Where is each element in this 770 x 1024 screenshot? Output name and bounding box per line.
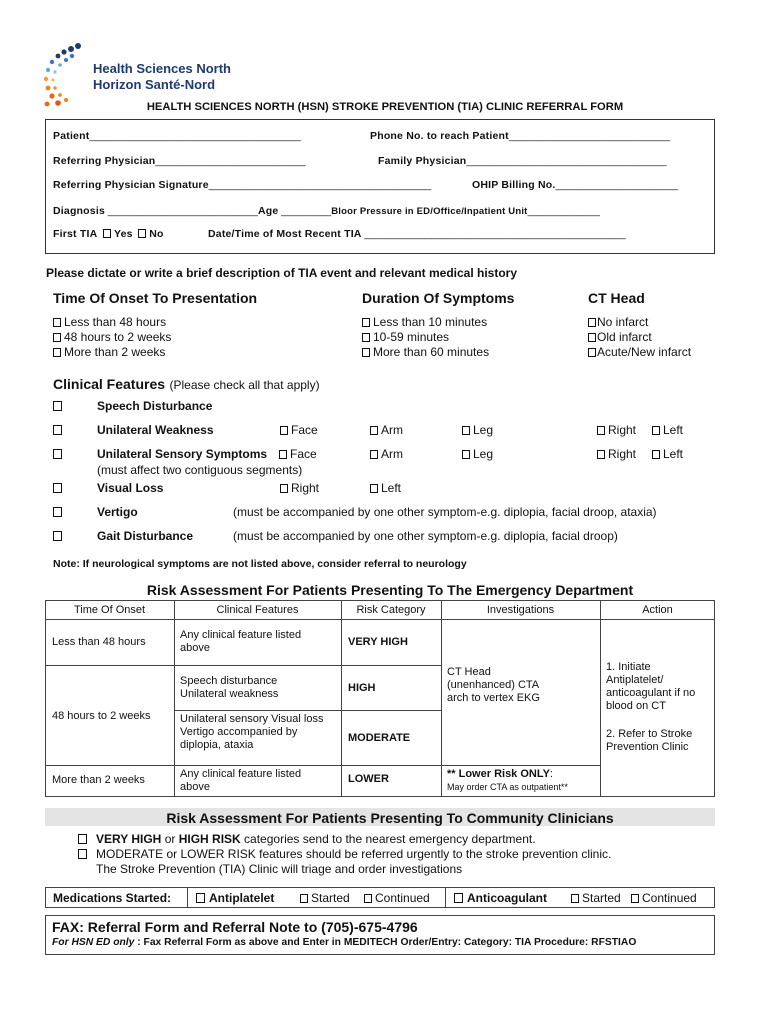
- table-rule: [45, 619, 715, 620]
- weakness-face[interactable]: Face: [280, 423, 318, 437]
- duration-option[interactable]: Less than 10 minutes: [362, 315, 489, 330]
- col-header-risk: Risk Category: [356, 604, 426, 616]
- sensory-arm[interactable]: Arm: [370, 447, 403, 461]
- col-header-investigations: Investigations: [486, 604, 555, 616]
- fax-note: For HSN ED only : Fax Referral Form as above and Enter in MEDITECH Order/Entry: Category: TIA Procedure: RFSTIAO: [52, 937, 637, 948]
- risk-high: HIGH: [348, 682, 376, 694]
- duration-title: Duration Of Symptoms: [362, 290, 515, 306]
- visual-right[interactable]: Right: [280, 481, 319, 495]
- form-title: HEALTH SCIENCES NORTH (HSN) STROKE PREVENTION (TIA) CLINIC REFERRAL FORM: [146, 101, 624, 113]
- age-line: _________: [278, 206, 332, 217]
- onset-options: [53, 315, 171, 360]
- col-header-onset: Time Of Onset: [73, 604, 146, 616]
- speech-label: Speech Disturbance: [97, 399, 213, 413]
- table-rule: [174, 600, 175, 797]
- feat-speech: Speech disturbance Unilateral weakness: [180, 675, 279, 700]
- weakness-leg[interactable]: Leg: [462, 423, 493, 437]
- anticoagulant-option[interactable]: Anticoagulant: [454, 891, 547, 905]
- clinical-features-title: Clinical Features: [53, 376, 166, 392]
- table-rule: [600, 600, 601, 797]
- onset-option[interactable]: More than 2 weeks: [53, 345, 171, 360]
- antiplatelet-started[interactable]: Started: [300, 891, 350, 905]
- ct-option[interactable]: Old infarct: [588, 330, 691, 345]
- referring-physician-line: ___________________________: [155, 156, 306, 167]
- investigations-text: CT Head (unenhanced) CTA arch to vertex EKG: [447, 666, 540, 704]
- table-rule: [45, 665, 441, 666]
- ohip-field[interactable]: [472, 179, 678, 191]
- logo-dots-icon: [42, 42, 86, 110]
- antiplatelet-option[interactable]: Antiplatelet: [196, 891, 274, 905]
- diagnosis-label: Diagnosis: [53, 205, 105, 217]
- vertigo-note: (must be accompanied by one other symptom-e.g. diplopia, facial droop, ataxia): [233, 505, 657, 519]
- visual-label: Visual Loss: [97, 481, 164, 495]
- phone-line: _____________________________: [508, 131, 671, 142]
- weakness-arm[interactable]: Arm: [370, 423, 403, 437]
- speech-checkbox[interactable]: [53, 401, 62, 411]
- diagnosis-line: ___________________________: [104, 206, 258, 217]
- community-bullet-1: VERY HIGH or HIGH RISK categories send to the nearest emergency department.: [96, 832, 536, 846]
- weakness-left[interactable]: Left: [652, 423, 683, 437]
- gait-label: Gait Disturbance: [97, 529, 194, 543]
- referring-physician-field[interactable]: [53, 155, 306, 167]
- ed-risk-title: Risk Assessment For Patients Presenting To The Emergency Department: [146, 582, 634, 598]
- patient-label: Patient: [53, 130, 90, 142]
- table-rule: [341, 600, 342, 797]
- logo-line1: Health Sciences North: [93, 61, 231, 76]
- col-header-features: Clinical Features: [216, 604, 299, 616]
- community-bullet-2-icon: [78, 849, 87, 859]
- patient-line: ______________________________________: [89, 131, 301, 142]
- anticoagulant-started[interactable]: Started: [571, 891, 621, 905]
- onset-less48: Less than 48 hours: [52, 636, 146, 648]
- family-physician-label: Family Physician: [378, 155, 467, 167]
- table-rule: [45, 765, 600, 766]
- anticoagulant-continued[interactable]: Continued: [631, 891, 697, 905]
- lower-risk-only: ** Lower Risk ONLY:: [447, 768, 553, 780]
- vertigo-label: Vertigo: [97, 505, 138, 519]
- referring-physician-label: Referring Physician: [53, 155, 156, 167]
- bp-label: Bloor Pressure in ED/Office/Inpatient Unit: [331, 206, 528, 217]
- diagnosis-field[interactable]: [53, 205, 600, 217]
- phone-field[interactable]: [370, 130, 670, 142]
- sensory-label: Unilateral Sensory Symptoms: [97, 447, 268, 461]
- col-header-action: Action: [642, 604, 673, 616]
- clinical-features-header: [53, 376, 320, 394]
- recent-tia-label: Date/Time of Most Recent TIA: [208, 228, 362, 240]
- medications-divider: [187, 887, 188, 908]
- sensory-face[interactable]: Face: [279, 447, 317, 461]
- first-tia-label: First TIA: [53, 228, 98, 240]
- feat-any1: Any clinical feature listed above: [180, 629, 302, 654]
- table-rule: [174, 710, 441, 711]
- signature-field[interactable]: [53, 179, 431, 191]
- weakness-right[interactable]: Right: [597, 423, 636, 437]
- first-tia-no-checkbox[interactable]: [138, 229, 146, 238]
- recent-tia-field[interactable]: [208, 228, 626, 240]
- first-tia-yes-label: Yes: [113, 228, 133, 240]
- onset-48to2w: 48 hours to 2 weeks: [52, 710, 151, 722]
- ohip-label: OHIP Billing No.: [472, 179, 556, 191]
- duration-options: [362, 315, 489, 360]
- recent-tia-line: _______________________________________________: [361, 229, 626, 240]
- gait-note: (must be accompanied by one other symptom-e.g. diplopia, facial droop): [233, 529, 618, 543]
- sensory-right[interactable]: Right: [597, 447, 636, 461]
- neuro-note: Note: If neurological symptoms are not listed above, consider referral to neurology: [53, 558, 467, 570]
- fax-title: FAX: Referral Form and Referral Note to (705)-675-4796: [52, 919, 418, 935]
- onset-title: Time Of Onset To Presentation: [53, 290, 258, 306]
- sensory-left[interactable]: Left: [652, 447, 683, 461]
- sensory-note: (must affect two contiguous segments): [97, 463, 303, 477]
- feat-sensory: Unilateral sensory Visual loss Vertigo accompanied by diplopia, ataxia: [180, 713, 324, 751]
- visual-checkbox[interactable]: [53, 483, 62, 493]
- vertigo-checkbox[interactable]: [53, 507, 62, 517]
- action-1: 1. Initiate Antiplatelet/ anticoagulant if no blood on CT: [606, 661, 696, 712]
- ohip-line: ______________________: [555, 180, 678, 191]
- first-tia-yes-checkbox[interactable]: [103, 229, 111, 238]
- community-bullet-2: MODERATE or LOWER RISK features should be referred urgently to the stroke prevention clinic.: [96, 847, 612, 861]
- ct-option[interactable]: Acute/New infarct: [588, 345, 691, 360]
- patient-field[interactable]: [53, 130, 301, 142]
- signature-line: ________________________________________: [208, 180, 432, 191]
- lower-risk-note: May order CTA as outpatient**: [447, 782, 568, 792]
- onset-option[interactable]: Less than 48 hours: [53, 315, 171, 330]
- weakness-label: Unilateral Weakness: [97, 423, 214, 437]
- feat-any2: Any clinical feature listed above: [180, 768, 302, 793]
- family-physician-line: ____________________________________: [466, 156, 667, 167]
- onset-option[interactable]: 48 hours to 2 weeks: [53, 330, 171, 345]
- community-bullet-1-icon: [78, 834, 87, 844]
- medications-label: Medications Started:: [53, 891, 172, 905]
- signature-label: Referring Physician Signature: [53, 179, 209, 191]
- risk-moderate: MODERATE: [348, 732, 411, 744]
- visual-left[interactable]: Left: [370, 481, 401, 495]
- first-tia-field: [53, 228, 164, 240]
- action-2: 2. Refer to Stroke Prevention Clinic: [606, 728, 693, 753]
- risk-lower: LOWER: [348, 773, 389, 785]
- onset-more2w: More than 2 weeks: [52, 774, 145, 786]
- dictate-prompt: Please dictate or write a brief description of TIA event and relevant medical history: [46, 266, 518, 280]
- community-title: Risk Assessment For Patients Presenting To Community Clinicians: [166, 810, 614, 826]
- ct-head-title: CT Head: [588, 290, 645, 306]
- risk-very-high: VERY HIGH: [348, 636, 408, 648]
- phone-label: Phone No. to reach Patient: [370, 130, 509, 142]
- family-physician-field[interactable]: [378, 155, 667, 167]
- duration-option[interactable]: 10-59 minutes: [362, 330, 489, 345]
- ct-head-options: [588, 315, 691, 360]
- sensory-checkbox[interactable]: [53, 449, 62, 459]
- bp-line: _____________: [527, 206, 600, 217]
- logo-line2: Horizon Santé-Nord: [93, 77, 216, 92]
- antiplatelet-continued[interactable]: Continued: [364, 891, 430, 905]
- table-rule: [441, 600, 442, 797]
- weakness-checkbox[interactable]: [53, 425, 62, 435]
- clinical-features-subtitle: (Please check all that apply): [169, 378, 320, 392]
- duration-option[interactable]: More than 60 minutes: [362, 345, 489, 360]
- age-label: Age: [257, 205, 279, 217]
- gait-checkbox[interactable]: [53, 531, 62, 541]
- medications-divider: [445, 887, 446, 908]
- sensory-leg[interactable]: Leg: [462, 447, 493, 461]
- ct-option[interactable]: No infarct: [588, 315, 691, 330]
- first-tia-no-label: No: [149, 228, 164, 240]
- community-bullet-2-cont: The Stroke Prevention (TIA) Clinic will triage and order investigations: [96, 862, 463, 876]
